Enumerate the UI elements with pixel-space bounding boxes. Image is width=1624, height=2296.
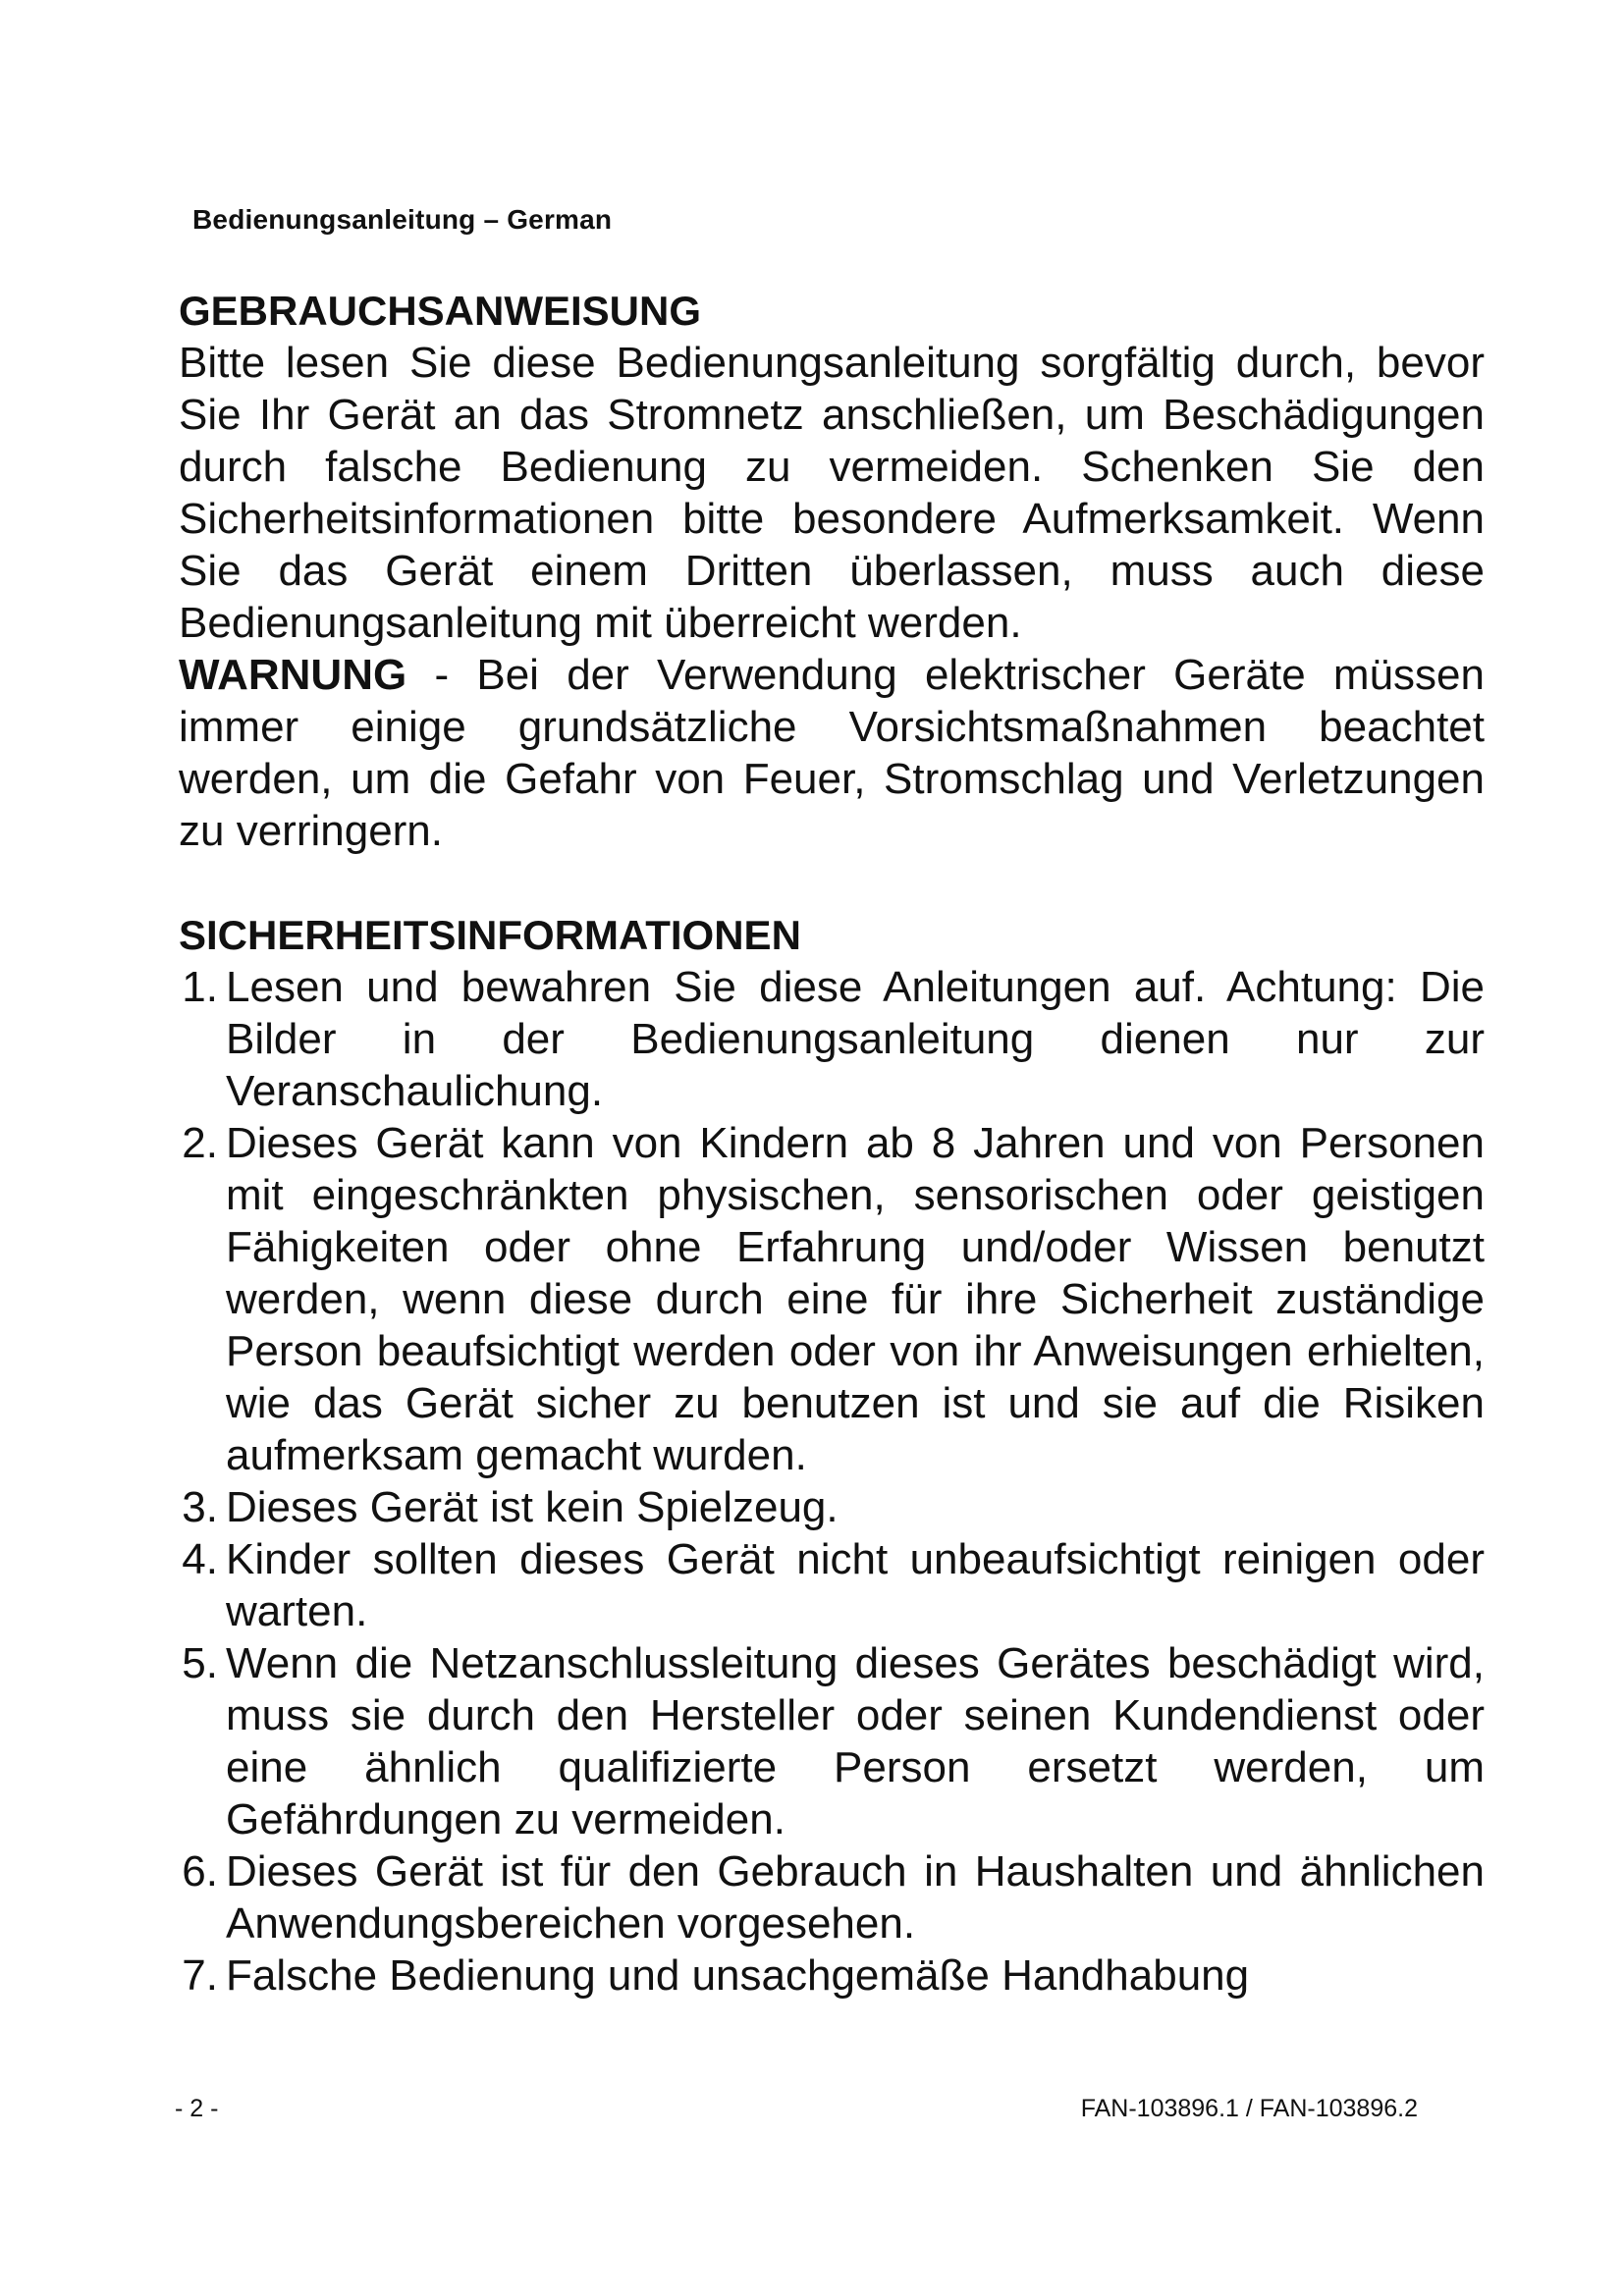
- safety-item: [179, 961, 1485, 1117]
- safety-item: [179, 1845, 1485, 1949]
- safety-item: [179, 1637, 1485, 1845]
- section-spacer: [179, 857, 1485, 909]
- safety-item-number: 1.: [182, 963, 218, 1011]
- safety-item-number: 6.: [182, 1847, 218, 1896]
- instructions-title: GEBRAUCHSANWEISUNG: [179, 288, 702, 334]
- safety-item: [179, 1117, 1485, 1481]
- page-number: - 2 -: [175, 2095, 219, 2122]
- safety-item-text: Lesen und bewahren Sie diese Anleitungen auf. Achtung: Die Bilder in der Bedienungsanleitung dienen nur zur Veranschaulichung.: [226, 963, 1485, 1115]
- safety-item-text: Falsche Bedienung und unsachgemäße Handhabung: [226, 1951, 1250, 2000]
- safety-item-text: Kinder sollten dieses Gerät nicht unbeaufsichtigt reinigen oder warten.: [226, 1535, 1485, 1635]
- safety-item-text: Dieses Gerät ist für den Gebrauch in Haushalten und ähnlichen Anwendungsbereichen vorgesehen.: [226, 1847, 1485, 1948]
- model-number: FAN-103896.1 / FAN-103896.2: [1080, 2095, 1418, 2122]
- document-header-label: Bedienungsanleitung – German: [192, 204, 613, 235]
- safety-list: [179, 961, 1485, 2002]
- safety-item-number: 3.: [182, 1483, 218, 1531]
- warning-text: - Bei der Verwendung elektrischer Geräte müssen immer einige grundsätzliche Vorsichtsmaßnahmen beachtet werden, um die Gefahr von Feuer, Stromschlag und Verletzungen zu verringern.: [179, 651, 1485, 855]
- page-content: [179, 285, 1485, 2002]
- safety-item-number: 4.: [182, 1535, 218, 1583]
- safety-item-number: 2.: [182, 1119, 218, 1167]
- safety-item-text: Wenn die Netzanschlussleitung dieses Gerätes beschädigt wird, muss sie durch den Hersteller oder seinen Kundendienst oder eine ähnlich qualifizierte Person ersetzt werden, um Gefährdungen zu vermeiden.: [226, 1639, 1485, 1843]
- safety-item-text: Dieses Gerät ist kein Spielzeug.: [226, 1483, 839, 1531]
- safety-item-number: 7.: [182, 1951, 218, 2000]
- safety-item-number: 5.: [182, 1639, 218, 1687]
- safety-item-text: Dieses Gerät kann von Kindern ab 8 Jahren und von Personen mit eingeschränkten physischen, sensorischen oder geistigen Fähigkeiten oder ohne Erfahrung und/oder Wissen benutzt werden, wenn diese durch eine für ihre Sicherheit zuständige Person beaufsichtigt werden oder von ihr Anweisungen erhielten, wie das Gerät sicher zu benutzen ist und sie auf die Risiken aufmerksam gemacht wurden.: [226, 1119, 1485, 1479]
- safety-item: [179, 1533, 1485, 1637]
- instructions-intro: Bitte lesen Sie diese Bedienungsanleitung sorgfältig durch, bevor Sie Ihr Gerät an das Stromnetz anschließen, um Beschädigungen durch falsche Bedienung zu vermeiden. Schenken Sie den Sicherheitsinformationen bitte besondere Aufmerksamkeit. Wenn Sie das Gerät einem Dritten überlassen, muss auch diese Bedienungsanleitung mit überreicht werden.: [179, 339, 1485, 647]
- safety-item: [179, 1949, 1485, 2002]
- safety-item: [179, 1481, 1485, 1533]
- warning-label: WARNUNG: [179, 651, 407, 699]
- safety-title: SICHERHEITSINFORMATIONEN: [179, 912, 801, 958]
- warning-paragraph: [179, 649, 1485, 857]
